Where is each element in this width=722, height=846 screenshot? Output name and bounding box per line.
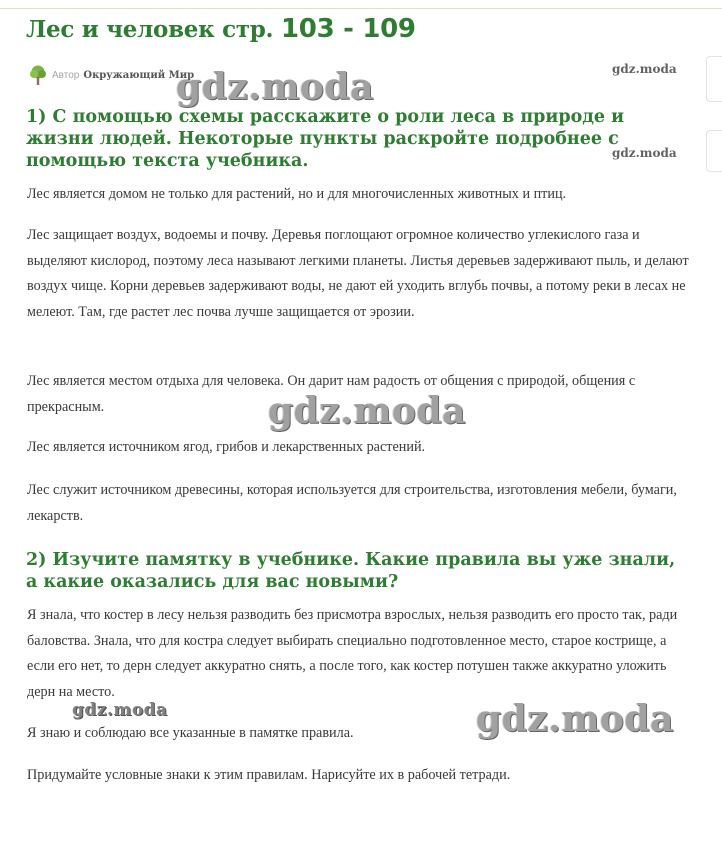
watermark-logo: gdz.moda xyxy=(176,66,374,108)
watermark-logo: gdz.moda xyxy=(268,390,466,432)
watermark-logo: gdz.moda xyxy=(72,700,168,720)
watermark-logo: gdz.moda xyxy=(612,62,677,76)
answer-2-paragraph-1: Я знала, что костер в лесу нельзя разводить без присмотра взрослых, нельзя разводить его просто так, ради баловства. Знала, что для костра следует выбирать специально подготовленное место, старое кострище, а если его нет, то дерн следует аккуратно снять, а после того, как костер потушен также аккуратно уложить дерн на место. xyxy=(27,607,678,700)
answer-1-paragraph-4: Лес является источником ягод, грибов и лекарственных растений. xyxy=(27,439,426,455)
top-divider xyxy=(0,8,722,9)
author-info xyxy=(28,64,194,86)
author-label: Автор xyxy=(52,69,80,81)
question-1-heading: 1) С помощью схемы расскажите о роли леса в природе и жизни людей. Некоторые пункты раскройте подробнее с помощью текста учебника. xyxy=(26,107,625,171)
page-title xyxy=(26,14,416,44)
answer-1-paragraph-2: Лес защищает воздух, водоемы и почву. Деревья поглощают огромное количество углекислого газа и выделяют кислород, поэтому леса называют легкими планеты. Листья деревьев задерживают пыль, и делают воздух чище. Корни деревьев задерживают воды, не дают ей уходить вглубь почвы, а потому реки в лесах не мелеют. Там, где растет лес почва лучше защищается от эрозии. xyxy=(27,227,689,320)
answer-1-paragraph-5: Лес служит источником древесины, которая используется для строительства, изготовления мебели, бумаги, лекарств. xyxy=(27,482,677,524)
answer-2-paragraph-2: Я знаю и соблюдаю все указанные в памятке правила. xyxy=(27,725,354,741)
answer-1-paragraph-1: Лес является домом не только для растений, но и для многочисленных животных и птиц. xyxy=(27,186,567,202)
page-title-text: Лес и человек стр. xyxy=(26,16,274,43)
watermark-logo: gdz.moda xyxy=(476,698,674,740)
answer-1-paragraph-3: Лес является местом отдыха для человека. Он дарит нам радость от общения с природой, общения с прекрасным. xyxy=(27,373,636,415)
watermark-logo: gdz.moda xyxy=(612,146,677,160)
side-widget[interactable] xyxy=(706,56,722,102)
page-title-pages: 103 - 109 xyxy=(280,14,416,44)
author-name-link[interactable]: Окружающий Мир xyxy=(83,69,195,81)
answer-2-paragraph-3: Придумайте условные знаки к этим правилам. Нарисуйте их в рабочей тетради. xyxy=(27,767,511,783)
tree-icon xyxy=(28,64,48,86)
side-widget-lower[interactable] xyxy=(706,130,722,172)
question-2-heading: 2) Изучите памятку в учебнике. Какие правила вы уже знали, а какие оказались для вас новыми? xyxy=(26,550,676,592)
